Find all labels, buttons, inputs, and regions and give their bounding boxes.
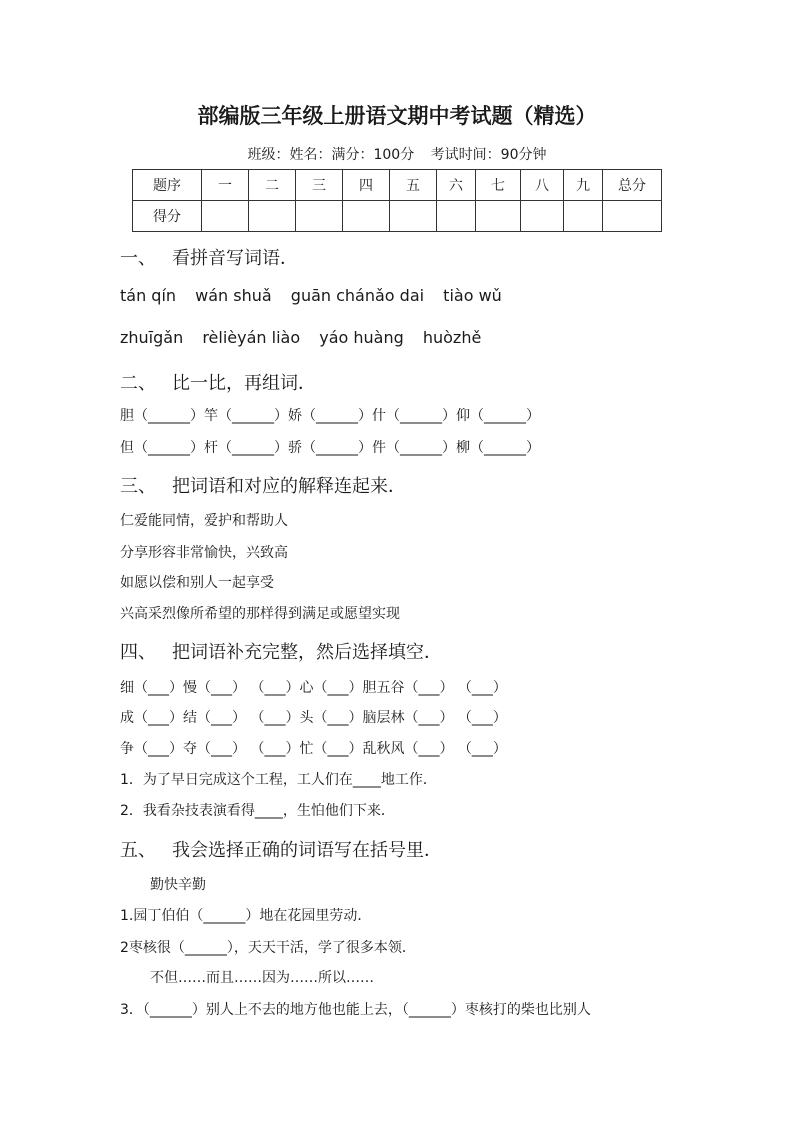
fill-sentence: 2．我看杂技表演看得____，生怕他们下来． bbox=[120, 803, 395, 819]
section-1-heading bbox=[120, 244, 298, 270]
score-input-cell[interactable] bbox=[476, 201, 521, 232]
pinyin-word: wán shuǎ bbox=[195, 286, 272, 305]
match-line: 仁爱能同情，爱护和帮助人 bbox=[120, 513, 288, 529]
fill-sentence: 1．为了早日完成这个工程，工人们在____地工作． bbox=[120, 772, 437, 788]
pinyin-word: tán qín bbox=[120, 286, 177, 305]
match-line: 如愿以偿和别人一起享受 bbox=[120, 575, 274, 591]
score-header-cell: 一 bbox=[202, 170, 249, 201]
compare-row: 胆（______）竿（______）娇（______）什（______）仰（______） bbox=[120, 408, 540, 424]
section-title: 看拼音写词语． bbox=[172, 248, 298, 269]
page-title: 部编版三年级上册语文期中考试题（精选） bbox=[197, 103, 597, 128]
pinyin-row-1 bbox=[120, 286, 516, 305]
section-title: 把词语和对应的解释连起来． bbox=[172, 476, 406, 497]
section-title: 比一比，再组词． bbox=[172, 373, 316, 394]
score-header-cell: 四 bbox=[343, 170, 390, 201]
section-4-heading bbox=[120, 638, 442, 664]
class-name-score: 班级：姓名：满分：100分 bbox=[247, 147, 415, 163]
score-input-cell[interactable] bbox=[296, 201, 343, 232]
pinyin-word: zhuīgǎn bbox=[120, 328, 184, 347]
pinyin-word: tiào wǔ bbox=[443, 286, 502, 305]
exam-time: 考试时间：90分钟 bbox=[430, 147, 547, 163]
section-5-heading bbox=[120, 836, 442, 862]
score-input-cell[interactable] bbox=[603, 201, 662, 232]
score-row-label: 得分 bbox=[133, 201, 202, 232]
conjunction-options: 不但……而且……因为……所以…… bbox=[150, 970, 374, 986]
score-input-cell[interactable] bbox=[437, 201, 476, 232]
question-3: 3．（______）别人上不去的地方他也能上去，（______）枣核打的柴也比别人 bbox=[120, 1002, 591, 1018]
score-input-cell[interactable] bbox=[564, 201, 603, 232]
exam-meta bbox=[0, 144, 794, 164]
pinyin-word: guān chánǎo dai bbox=[290, 286, 425, 305]
score-header-cell: 三 bbox=[296, 170, 343, 201]
score-header-cell: 五 bbox=[390, 170, 437, 201]
score-header-cell: 八 bbox=[521, 170, 564, 201]
score-table-score-row bbox=[133, 201, 662, 232]
section-number: 五、 bbox=[120, 840, 156, 861]
score-input-cell[interactable] bbox=[390, 201, 437, 232]
section-title: 把词语补充完整，然后选择填空． bbox=[172, 642, 442, 663]
question-1: 1.园丁伯伯（______）地在花园里劳动． bbox=[120, 908, 372, 924]
score-input-cell[interactable] bbox=[521, 201, 564, 232]
fill-row: 细（___）慢（___） （___）心（___）胆五谷（___） （___） bbox=[120, 680, 507, 696]
pinyin-word: rèlièyán liào bbox=[202, 328, 301, 347]
score-table bbox=[132, 169, 662, 232]
score-header-cell: 二 bbox=[249, 170, 296, 201]
question-2: 2枣核很（______），天天干活，学了很多本领． bbox=[120, 940, 416, 956]
score-input-cell[interactable] bbox=[202, 201, 249, 232]
score-header-cell: 总分 bbox=[603, 170, 662, 201]
section-3-heading bbox=[120, 472, 406, 498]
compare-row: 但（______）杆（______）骄（______）件（______）柳（______） bbox=[120, 440, 540, 456]
score-table-header-row bbox=[133, 170, 662, 201]
match-line: 分享形容非常愉快，兴致高 bbox=[120, 545, 288, 561]
pinyin-row-2 bbox=[120, 328, 495, 347]
section-2-heading bbox=[120, 369, 316, 395]
score-input-cell[interactable] bbox=[343, 201, 390, 232]
pinyin-word: yáo huàng bbox=[319, 328, 404, 347]
section-number: 四、 bbox=[120, 642, 156, 663]
score-header-cell: 九 bbox=[564, 170, 603, 201]
score-header-cell: 七 bbox=[476, 170, 521, 201]
fill-row: 成（___）结（___） （___）头（___）脑层林（___） （___） bbox=[120, 710, 507, 726]
section-number: 二、 bbox=[120, 373, 156, 394]
score-header-cell: 题序 bbox=[133, 170, 202, 201]
section-number: 三、 bbox=[120, 476, 156, 497]
pinyin-word: huòzhě bbox=[422, 328, 482, 347]
score-header-cell: 六 bbox=[437, 170, 476, 201]
section-number: 一、 bbox=[120, 248, 156, 269]
word-options: 勤快辛勤 bbox=[150, 877, 206, 893]
score-input-cell[interactable] bbox=[249, 201, 296, 232]
section-title: 我会选择正确的词语写在括号里． bbox=[172, 840, 442, 861]
fill-row: 争（___）夺（___） （___）忙（___）乱秋风（___） （___） bbox=[120, 741, 507, 757]
match-line: 兴高采烈像所希望的那样得到满足或愿望实现 bbox=[120, 606, 400, 622]
